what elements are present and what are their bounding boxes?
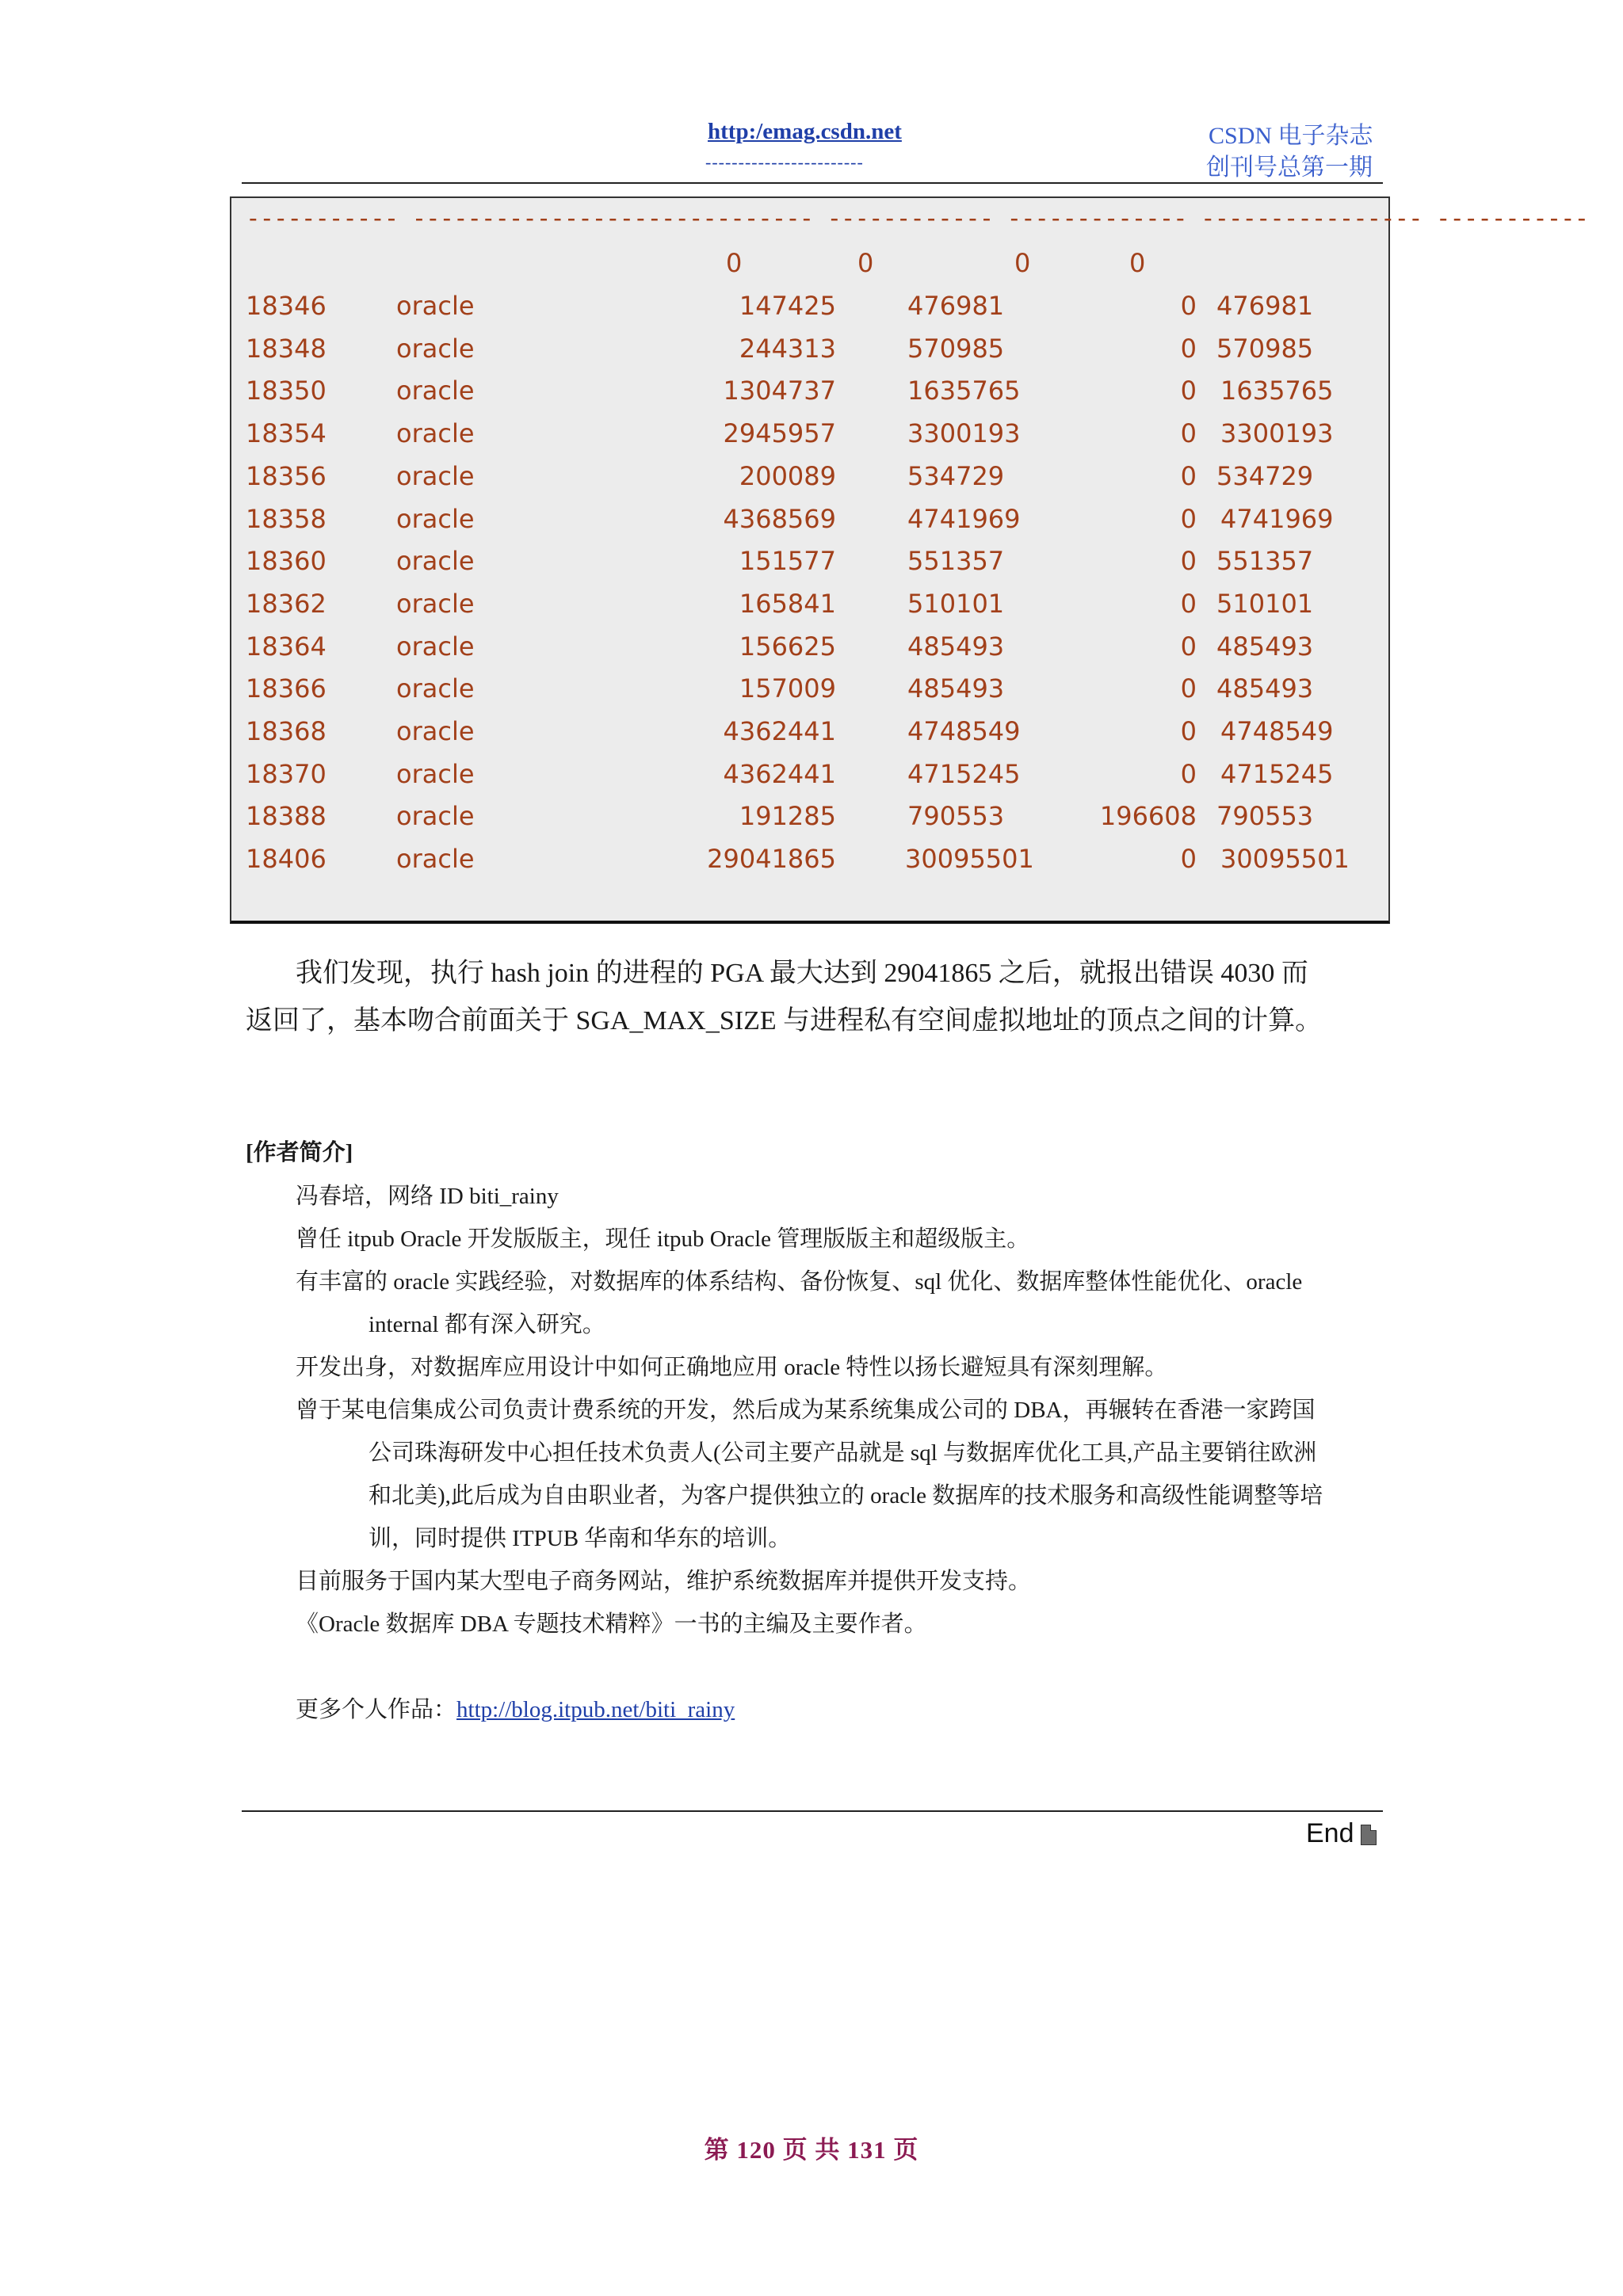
row-value: 30095501 bbox=[905, 844, 1034, 875]
row-value: 147425 bbox=[739, 291, 836, 321]
row-value: 4741969 bbox=[1220, 503, 1334, 534]
header-rule bbox=[242, 182, 1383, 184]
row-value: 2945957 bbox=[723, 418, 836, 449]
row-value: 156625 bbox=[739, 631, 836, 662]
row-user: oracle bbox=[396, 418, 475, 449]
row-value: 4741969 bbox=[907, 503, 1021, 534]
bio-line: 《Oracle 数据库 DBA 专题技术精粹》一书的主编及主要作者。 bbox=[296, 1611, 927, 1637]
code-dash-line: ----------- ----------------------------- ------------ ------------- ---------------- ----------- bbox=[246, 204, 1588, 233]
bio-line: 和北美),此后成为自由职业者，为客户提供独立的 oracle 数据库的技术服务和高级性能调整等培 bbox=[369, 1483, 1323, 1508]
row-value: 191285 bbox=[739, 801, 836, 832]
row-value: 200089 bbox=[739, 460, 836, 491]
row-value: 0 bbox=[1180, 376, 1197, 406]
row-value: 534729 bbox=[907, 460, 1005, 491]
row-value: 1635765 bbox=[1220, 376, 1334, 406]
row-pid: 18388 bbox=[246, 801, 327, 832]
row-value: 244313 bbox=[739, 333, 836, 364]
row-value: 196608 bbox=[1099, 801, 1197, 832]
row-value: 510101 bbox=[907, 588, 1005, 619]
row-value: 4368569 bbox=[723, 503, 836, 534]
row-pid: 18354 bbox=[246, 418, 327, 449]
row-value: 0 bbox=[1180, 844, 1197, 875]
row-value: 4362441 bbox=[723, 716, 836, 746]
row-value: 551357 bbox=[907, 546, 1005, 577]
row-pid: 18406 bbox=[246, 844, 327, 875]
row-value: 165841 bbox=[739, 588, 836, 619]
row-pid: 18364 bbox=[246, 631, 327, 662]
page-footer: 第 120 页 共 131 页 bbox=[704, 2136, 919, 2164]
first-row-value: 0 bbox=[726, 248, 743, 278]
bio-line: 训，同时提供 ITPUB 华南和华东的培训。 bbox=[369, 1526, 792, 1551]
document-icon bbox=[1361, 1825, 1377, 1845]
row-value: 510101 bbox=[1216, 588, 1314, 619]
row-value: 1304737 bbox=[723, 376, 836, 406]
row-value: 485493 bbox=[1216, 673, 1314, 704]
row-pid: 18360 bbox=[246, 546, 327, 577]
header-dashes: ------------------------ bbox=[705, 152, 864, 172]
bio-line: 开发出身，对数据库应用设计中如何正确地应用 oracle 特性以扬长避短具有深刻理解。 bbox=[296, 1355, 1168, 1380]
row-user: oracle bbox=[396, 460, 475, 491]
row-user: oracle bbox=[396, 376, 475, 406]
bio-line: 有丰富的 oracle 实践经验，对数据库的体系结构、备份恢复、sql 优化、数据库整体性能优化、oracle bbox=[296, 1269, 1303, 1295]
row-value: 4362441 bbox=[723, 758, 836, 789]
row-value: 485493 bbox=[1216, 631, 1314, 662]
paragraph-line-2: 返回了，基本吻合前面关于 SGA_MAX_SIZE 与进程私有空间虚拟地址的顶点之间的计算。 bbox=[246, 1006, 1323, 1035]
row-value: 0 bbox=[1180, 673, 1197, 704]
paragraph-line-1: 我们发现，执行 hash join 的进程的 PGA 最大达到 29041865 之后，就报出错误 4030 而 bbox=[296, 959, 1308, 988]
row-value: 534729 bbox=[1216, 460, 1314, 491]
row-value: 551357 bbox=[1216, 546, 1314, 577]
row-value: 790553 bbox=[1216, 801, 1314, 832]
row-value: 0 bbox=[1180, 716, 1197, 746]
first-row-value: 0 bbox=[1129, 248, 1146, 278]
row-value: 0 bbox=[1180, 758, 1197, 789]
row-pid: 18346 bbox=[246, 291, 327, 321]
row-user: oracle bbox=[396, 291, 475, 321]
row-value: 570985 bbox=[907, 333, 1005, 364]
row-value: 4748549 bbox=[907, 716, 1021, 746]
row-value: 3300193 bbox=[1220, 418, 1334, 449]
row-value: 570985 bbox=[1216, 333, 1314, 364]
first-row-value: 0 bbox=[1014, 248, 1031, 278]
row-value: 0 bbox=[1180, 460, 1197, 491]
row-value: 0 bbox=[1180, 418, 1197, 449]
row-user: oracle bbox=[396, 546, 475, 577]
row-user: oracle bbox=[396, 758, 475, 789]
row-value: 0 bbox=[1180, 546, 1197, 577]
row-value: 157009 bbox=[739, 673, 836, 704]
row-pid: 18362 bbox=[246, 588, 327, 619]
end-rule bbox=[242, 1810, 1383, 1812]
bio-line: 目前服务于国内某大型电子商务网站，维护系统数据库并提供开发支持。 bbox=[296, 1569, 1032, 1594]
row-value: 29041865 bbox=[707, 844, 836, 875]
row-user: oracle bbox=[396, 673, 475, 704]
bio-heading: [作者简介] bbox=[246, 1140, 353, 1165]
first-row-value: 0 bbox=[857, 248, 874, 278]
more-works-label: 更多个人作品： bbox=[296, 1697, 457, 1722]
row-user: oracle bbox=[396, 631, 475, 662]
row-value: 0 bbox=[1180, 333, 1197, 364]
header-link[interactable]: http:/emag.csdn.net bbox=[708, 119, 902, 144]
row-value: 485493 bbox=[907, 673, 1005, 704]
row-value: 476981 bbox=[907, 291, 1005, 321]
row-pid: 18368 bbox=[246, 716, 327, 746]
row-pid: 18358 bbox=[246, 503, 327, 534]
row-value: 0 bbox=[1180, 291, 1197, 321]
end-label: End bbox=[1306, 1818, 1354, 1848]
bio-line: 曾于某电信集成公司负责计费系统的开发，然后成为某系统集成公司的 DBA，再辗转在香港一家跨国 bbox=[296, 1398, 1316, 1423]
more-works bbox=[296, 1691, 735, 1724]
row-value: 4715245 bbox=[1220, 758, 1334, 789]
issue-label: 创刊号总第一期 bbox=[1206, 154, 1373, 181]
row-user: oracle bbox=[396, 333, 475, 364]
row-value: 790553 bbox=[907, 801, 1005, 832]
row-pid: 18348 bbox=[246, 333, 327, 364]
row-user: oracle bbox=[396, 716, 475, 746]
row-value: 30095501 bbox=[1220, 844, 1350, 875]
row-pid: 18370 bbox=[246, 758, 327, 789]
bio-line: 冯春培，网络 ID biti_rainy bbox=[296, 1184, 559, 1209]
row-value: 3300193 bbox=[907, 418, 1021, 449]
bio-line: 曾任 itpub Oracle 开发版版主，现任 itpub Oracle 管理版版主和超级版主。 bbox=[296, 1226, 1030, 1252]
row-value: 151577 bbox=[739, 546, 836, 577]
row-value: 4748549 bbox=[1220, 716, 1334, 746]
row-user: oracle bbox=[396, 801, 475, 832]
row-value: 4715245 bbox=[907, 758, 1021, 789]
blog-link[interactable]: http://blog.itpub.net/biti_rainy bbox=[456, 1697, 735, 1722]
magazine-title: CSDN 电子杂志 bbox=[1209, 123, 1373, 149]
row-pid: 18350 bbox=[246, 376, 327, 406]
row-user: oracle bbox=[396, 503, 475, 534]
row-value: 485493 bbox=[907, 631, 1005, 662]
row-pid: 18366 bbox=[246, 673, 327, 704]
row-value: 0 bbox=[1180, 588, 1197, 619]
row-pid: 18356 bbox=[246, 460, 327, 491]
bio-line: 公司珠海研发中心担任技术负责人(公司主要产品就是 sql 与数据库优化工具,产品主要销往欧洲 bbox=[369, 1440, 1317, 1466]
row-value: 0 bbox=[1180, 503, 1197, 534]
bio-line: internal 都有深入研究。 bbox=[369, 1312, 605, 1337]
row-user: oracle bbox=[396, 844, 475, 875]
row-user: oracle bbox=[396, 588, 475, 619]
row-value: 0 bbox=[1180, 631, 1197, 662]
row-value: 476981 bbox=[1216, 291, 1314, 321]
row-value: 1635765 bbox=[907, 376, 1021, 406]
